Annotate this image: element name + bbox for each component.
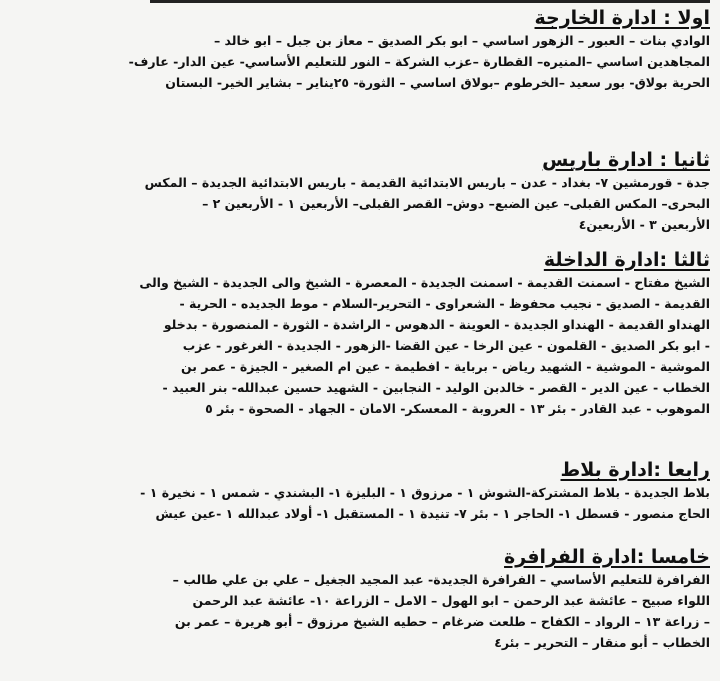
section-heading: خامسا :ادارة الفرافرة	[504, 546, 710, 568]
school-list-line: القديمة - الصديق - نجيب محفوظ - الشعراوى - التحرير-السلام - موط الجديده - الحرية -	[179, 296, 710, 311]
school-list-line: - ابو بكر الصديق - القلمون - عين الرخا - عين القضا -الزهور - الجديدة - الغرغور - عزب	[182, 338, 710, 353]
school-list-line: الحاج منصور - قسطل ١- الحاجر ١ - بئر ٧- تنيدة ١ - المستقبل ١- أولاد عبدالله ١ -عين عيش	[155, 506, 710, 521]
school-list-line: الشيخ مفتاح - اسمنت القديمة - اسمنت الجديدة - المعصرة - الشيخ والى الجديدة - الشيخ والى	[139, 275, 710, 290]
school-list-line: – زراعة ١٣ – الرواد – الكفاح – طلعت ضرغام – حطيه الشيخ مرزوق – أبو هريرة – عمر بن	[174, 614, 710, 629]
school-list-line: البحرى– المكس القبلى– عين الضبع– دوش– القصر القبلى– الأربعين ١ - الأربعين ٢ –	[202, 196, 710, 211]
section-heading: ثالثا :ادارة الداخلة	[543, 249, 710, 271]
section-heading: اولا : ادارة الخارجة	[534, 7, 710, 29]
school-list-line: جدة - قورمشين ٧- بغداد - عدن – باريس الابتدائية القديمة - باريس الابتدائية الجديدة – المكس	[144, 175, 710, 190]
school-list-line: الموشية - الموشية - الشهيد رياض - برباية - افطيمة - عين ام الصغير - الجيزة - عمر بن	[181, 359, 710, 374]
school-list-line: المجاهدين اساسي –المنيره– القطارة –عزب الشركة – النور للتعليم الأساسي- عين الدار- عارف-	[128, 54, 710, 69]
section-paris	[10, 148, 710, 235]
section-kharga	[10, 6, 710, 93]
school-list-line: الخطاب - عين الدير - القصر - خالدبن الوليد - النجابين - الشهيد حسين عبدالله- بنر العبيد -	[162, 380, 710, 395]
school-list-line: الهنداو القديمة - الهنداو الجديدة - العوينة - الدهوس - الراشدة - الثورة - المنصورة - بدخلو	[163, 317, 710, 332]
school-list-line: الخطاب – أبو منقار – التحرير – بئر٤	[494, 635, 710, 650]
section-farafra	[10, 545, 710, 653]
school-list-line: الأربعين ٣ - الأربعين٤	[578, 217, 710, 232]
section-heading: رابعا :ادارة بلاط	[560, 459, 710, 481]
school-list-line: الموهوب - عبد القادر - بئر ١٣ - العروبة - المعسكر- الامان - الجهاد - الصحوة - بئر ٥	[205, 401, 710, 416]
school-list-line: الحرية بولاق- بور سعيد –الخرطوم –بولاق اساسي – الثورة- ٢٥يناير – بشاير الخير- البستان	[165, 75, 710, 90]
school-list-line: الوادي بنات – العبور – الزهور اساسي – ابو بكر الصديق – معاز بن جبل – ابو خالد –	[213, 33, 710, 48]
section-heading: ثانيا : ادارة باريس	[542, 149, 710, 171]
section-dakhla	[10, 248, 710, 419]
school-list-line: اللواء صبيح – عائشة عبد الرحمن – ابو الهول – الامل – الزراعة ١٠- عائشة عبد الرحمن	[192, 593, 710, 608]
school-list-line: بلاط الجديدة - بلاط المشتركة-الشوش ١ - مرزوق ١ - البليزة ١- البشندي - شمس ١ - نخيرة ١ -	[140, 485, 710, 500]
top-divider	[150, 0, 710, 3]
school-list-line: الفرافرة للتعليم الأساسي – الفرافرة الجديدة- عبد المجيد الجغيل – علي بن علي طالب –	[172, 572, 710, 587]
section-balat	[10, 458, 710, 524]
